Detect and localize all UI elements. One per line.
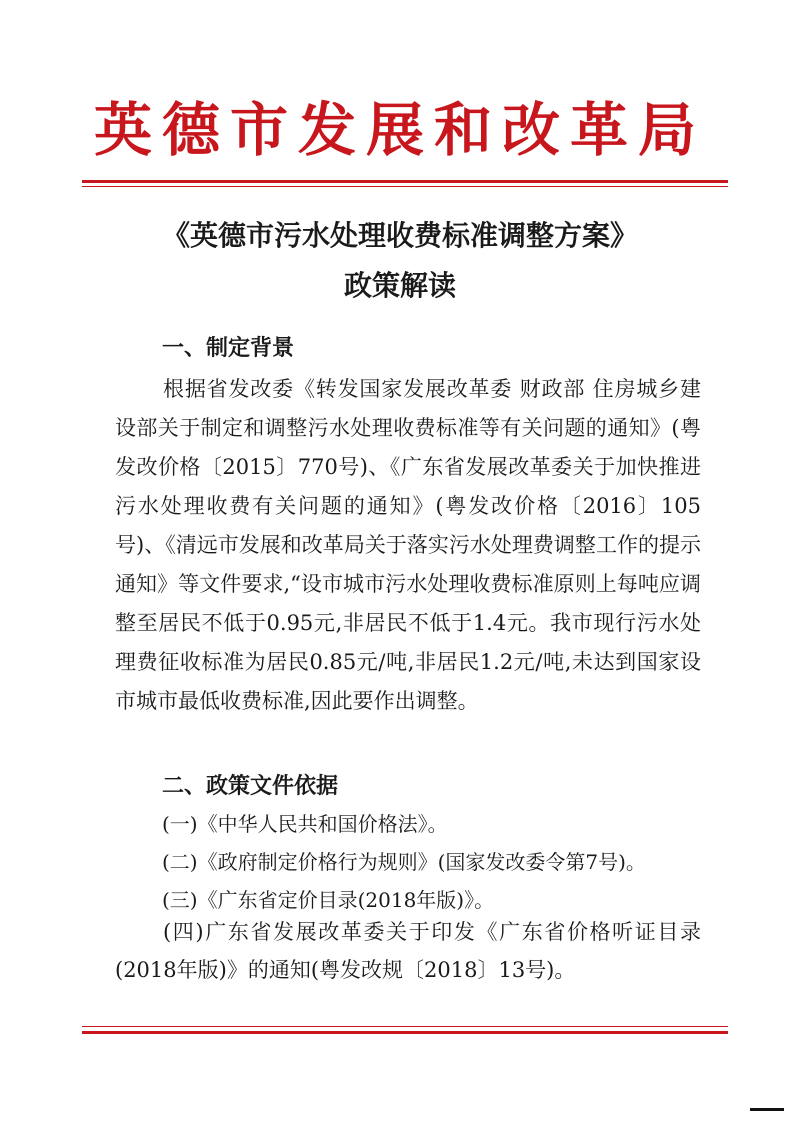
background-paragraph: 根据省发改委《转发国家发展改革委 财政部 住房城乡建设部关于制定和调整污水处理收费标准等有关问题的通知》(粤发改价格〔2015〕770号)、《广东省发展改革委关于加快推进污水处理收费有关问题的通知》(粤发改价格〔2016〕105号)、《清远市发展和改革局关于落实污水处理费调整工作的提示通知》等文件要求,“设市城市污水处理收费标准原则上每吨应调整至居民不低于0.95元,非居民不低于1.4元。我市现行污水处理费征收标准为居民0.85元/吨,非居民1.2元/吨,未达到国家设市城市最低收费标准,因此要作出调整。 xyxy=(115,377,701,713)
basis-item: (三)《广东省定价目录(2018年版)》。 xyxy=(162,888,495,912)
document-subtitle: 政策解读 xyxy=(343,269,456,302)
basis-item: (一)《中华人民共和国价格法》。 xyxy=(162,812,448,836)
letterhead-rule-thick xyxy=(82,180,728,183)
section-heading-basis: 二、政策文件依据 xyxy=(162,773,339,799)
letterhead-rule-thin xyxy=(82,186,728,187)
org-letterhead-title: 英德市发展和改革局 xyxy=(93,96,706,164)
basis-item: (二)《政府制定价格行为规则》(国家发改委令第7号)。 xyxy=(162,850,646,874)
document-title: 《英德市污水处理收费标准调整方案》 xyxy=(161,219,638,252)
section-heading-background: 一、制定背景 xyxy=(162,335,295,361)
basis-item-last: (四)广东省发展改革委关于印发《广东省价格听证目录(2018年版)》的通知(粤发改规〔2018〕13号)。 xyxy=(115,920,701,982)
footer-rule-thick xyxy=(82,1031,728,1034)
footer-rule-thin xyxy=(82,1026,728,1027)
page-corner-mark xyxy=(750,1108,784,1111)
